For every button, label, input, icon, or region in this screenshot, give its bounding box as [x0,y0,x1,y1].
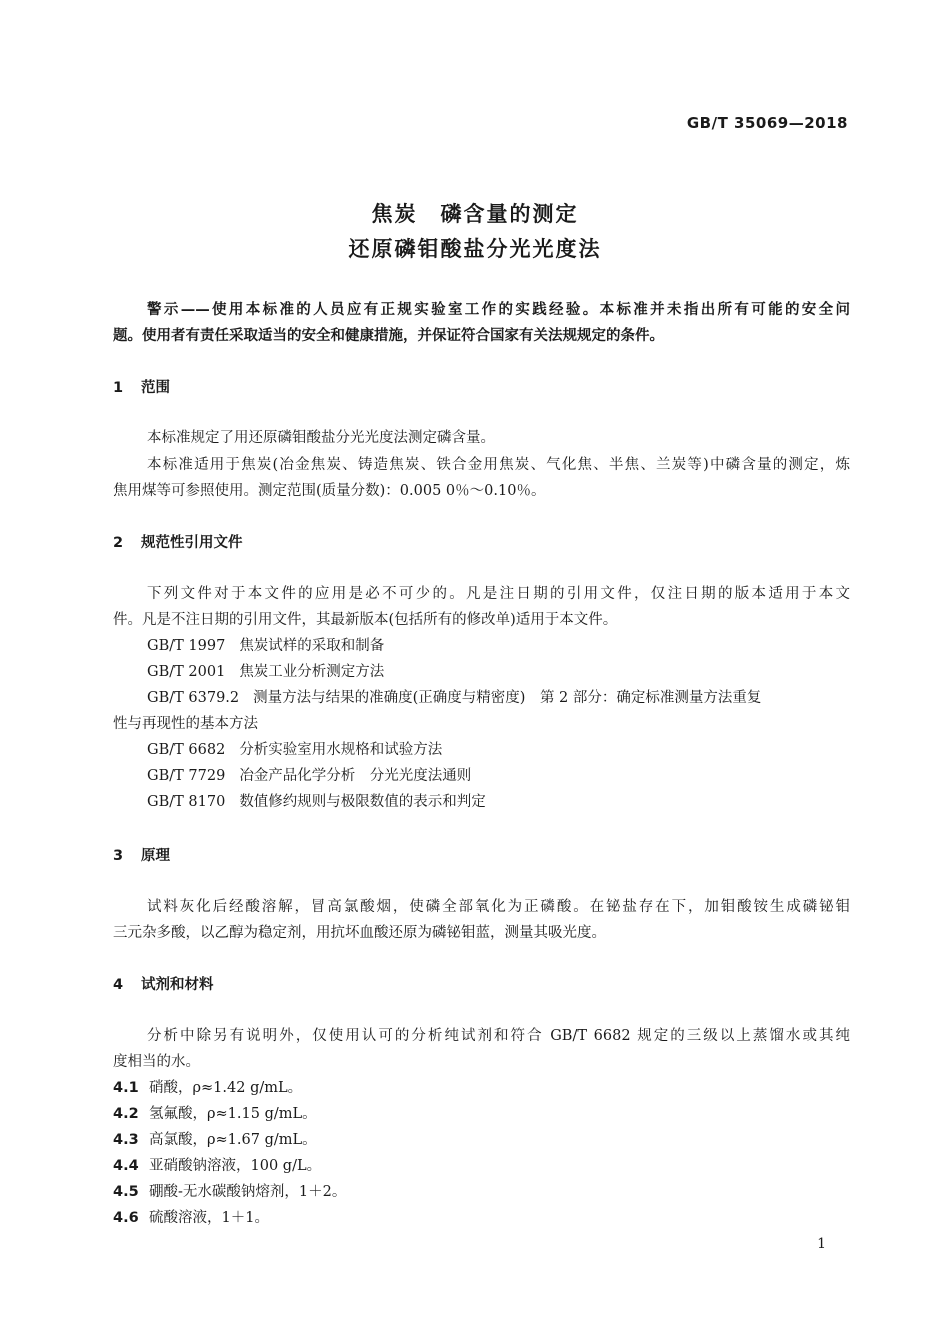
reagents-intro-line-1: 分析中除另有说明外，仅使用认可的分析纯试剂和符合 GB/T 6682 规定的三级以上蒸馏水或其纯 [147,1028,850,1044]
ref-title: 焦炭工业分析测定方法 [239,664,385,680]
section-number: 1 [113,380,124,396]
title-line-2: 还原磷钼酸盐分光光度法 [348,237,602,261]
refs-intro-line-1: 下列文件对于本文件的应用是必不可少的。凡是注日期的引用文件，仅注日期的版本适用于本文 [147,586,850,602]
ref-item [147,688,850,708]
ref-item [147,662,850,682]
scope-paragraph-1: 本标准规定了用还原磷钼酸盐分光光度法测定磷含量。 [147,430,495,446]
ref-code: GB/T 1997 [147,638,226,654]
item-number: 4.4 [113,1158,139,1174]
ref-title-continuation: 性与再现性的基本方法 [113,716,258,732]
item-number: 4.6 [113,1210,139,1226]
item-text: 亚硝酸钠溶液，100 g/L。 [149,1158,322,1174]
reagents-intro-line-2: 度相当的水。 [113,1054,200,1070]
item-number: 4.3 [113,1132,139,1148]
section-heading-principle [113,846,170,866]
ref-item [147,636,850,656]
scope-paragraph-2-line-1: 本标准适用于焦炭(冶金焦炭、铸造焦炭、铁合金用焦炭、气化焦、半焦、兰炭等)中磷含量的测定，炼 [147,457,850,473]
ref-title: 冶金产品化学分析 分光光度法通则 [239,768,472,784]
standard-number: GB/T 35069—2018 [686,114,848,132]
item-number: 4.1 [113,1080,139,1096]
ref-title: 分析实验室用水规格和试验方法 [239,742,443,758]
principle-line-2: 三元杂多酸，以乙醇为稳定剂，用抗坏血酸还原为磷铋钼蓝，测量其吸光度。 [113,925,606,941]
ref-item [147,740,850,760]
reagent-item [113,1208,269,1228]
ref-item [147,766,850,786]
section-heading-scope [113,378,170,398]
scope-paragraph-2-line-2: 焦用煤等可参照使用。测定范围(质量分数)：0.005 0％～0.10％。 [113,483,546,499]
ref-code: GB/T 6379.2 [147,690,240,706]
principle-line-1: 试料灰化后经酸溶解，冒高氯酸烟，使磷全部氧化为正磷酸。在铋盐存在下，加钼酸铵生成磷铋钼 [147,899,850,915]
section-number: 4 [113,977,124,993]
reagent-item [113,1130,317,1150]
reagent-item [113,1182,346,1202]
reagent-item [113,1104,317,1124]
reagent-item [113,1156,321,1176]
ref-code: GB/T 6682 [147,742,226,758]
refs-intro-line-2: 件。凡是不注日期的引用文件，其最新版本(包括所有的修改单)适用于本文件。 [113,612,618,628]
section-title: 范围 [141,380,170,396]
ref-title: 焦炭试样的采取和制备 [239,638,385,654]
item-text: 硼酸-无水碳酸钠熔剂，1＋2。 [149,1184,347,1200]
title-line-1: 焦炭 磷含量的测定 [371,202,579,226]
section-number: 2 [113,535,124,551]
warning-line-2: 题。使用者有责任采取适当的安全和健康措施，并保证符合国家有关法规规定的条件。 [113,328,664,344]
item-text: 高氯酸，ρ≈1.67 g/mL。 [149,1132,317,1148]
ref-item [147,792,850,812]
ref-title: 数值修约规则与极限数值的表示和判定 [239,794,486,810]
section-title: 规范性引用文件 [141,535,243,551]
item-number: 4.5 [113,1184,139,1200]
ref-code: GB/T 2001 [147,664,226,680]
ref-title: 测量方法与结果的准确度(正确度与精密度) 第 2 部分：确定标准测量方法重复 [253,690,762,706]
section-heading-reagents [113,975,214,995]
item-text: 硝酸，ρ≈1.42 g/mL。 [149,1080,303,1096]
section-title: 试剂和材料 [141,977,214,993]
section-title: 原理 [141,848,170,864]
item-number: 4.2 [113,1106,139,1122]
warning-line-1: 警示——使用本标准的人员应有正规实验室工作的实践经验。本标准并未指出所有可能的安全问 [147,302,850,318]
item-text: 氢氟酸，ρ≈1.15 g/mL。 [149,1106,317,1122]
section-heading-normative-refs [113,533,243,553]
item-text: 硫酸溶液，1＋1。 [149,1210,269,1226]
reagent-item [113,1078,302,1098]
page-number: 1 [817,1236,826,1252]
section-number: 3 [113,848,124,864]
ref-code: GB/T 8170 [147,794,226,810]
ref-code: GB/T 7729 [147,768,226,784]
